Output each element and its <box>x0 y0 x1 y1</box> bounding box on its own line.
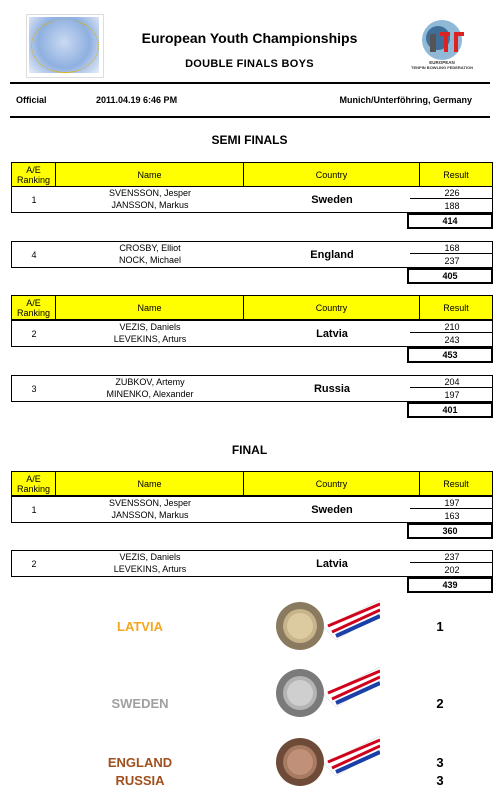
etbf-logo <box>404 14 480 72</box>
team-total: 405 <box>407 268 493 284</box>
score: 202 <box>444 565 460 575</box>
table-row <box>11 186 493 213</box>
team-total: 453 <box>407 347 493 363</box>
gold-country: LATVIA <box>117 619 163 634</box>
rank: 2 <box>31 328 37 339</box>
country: Sweden <box>311 193 353 206</box>
rank: 3 <box>31 383 37 394</box>
team-total: 401 <box>407 402 493 418</box>
bronze-country: RUSSIA <box>115 773 165 788</box>
country: Russia <box>313 382 351 395</box>
player-name: VEZIS, Daniels <box>119 552 181 562</box>
col-country: Country <box>244 296 420 319</box>
col-rank: A/E Ranking <box>12 296 56 319</box>
table-row <box>11 496 493 523</box>
svg-text:EUROPEAN: EUROPEAN <box>429 60 455 65</box>
team-total: 414 <box>407 213 493 229</box>
score: 237 <box>444 256 460 266</box>
table-row <box>11 375 493 402</box>
player-name: LEVEKINS, Arturs <box>113 564 187 574</box>
col-name: Name <box>56 163 244 186</box>
page-title: European Youth Championships <box>141 30 358 46</box>
silver-country: SWEDEN <box>111 696 169 711</box>
table-row <box>11 241 493 268</box>
col-country: Country <box>244 163 420 186</box>
score: 210 <box>444 322 460 332</box>
silver-place: 2 <box>436 696 444 711</box>
country: Latvia <box>316 327 348 340</box>
player-name: CROSBY, Elliot <box>119 243 181 253</box>
official-label: Official <box>16 95 47 105</box>
score: 163 <box>444 511 460 521</box>
final-title: FINAL <box>231 443 268 457</box>
rank: 1 <box>31 194 37 205</box>
rank: 4 <box>31 249 37 260</box>
country: Latvia <box>316 557 348 570</box>
col-result: Result <box>420 472 492 495</box>
table-row <box>11 550 493 577</box>
player-name: ZUBKOV, Artemy <box>115 377 185 387</box>
score: 226 <box>444 188 460 198</box>
score: 197 <box>444 390 460 400</box>
gold-place: 1 <box>436 619 444 634</box>
score: 204 <box>444 377 460 387</box>
score: 243 <box>444 335 460 345</box>
table-row <box>11 320 493 347</box>
header-rule <box>10 82 490 84</box>
player-name: VEZIS, Daniels <box>119 322 181 332</box>
svg-text:TENPIN BOWLING FEDERATION: TENPIN BOWLING FEDERATION <box>411 65 473 70</box>
team-total: 360 <box>407 523 493 539</box>
table-header <box>11 471 493 496</box>
silver-medal-icon <box>276 663 380 723</box>
score: 237 <box>444 552 460 562</box>
col-rank: A/E Ranking <box>12 163 56 186</box>
col-result: Result <box>420 163 492 186</box>
meta-rule <box>10 116 490 118</box>
bronze-place: 3 <box>436 755 444 770</box>
gold-medal-icon <box>276 596 380 656</box>
bronze-country: ENGLAND <box>107 755 173 770</box>
player-name: LEVEKINS, Arturs <box>113 334 187 344</box>
bronze-place: 3 <box>436 773 444 788</box>
table-header <box>11 295 493 320</box>
player-name: MINENKO, Alexander <box>106 389 194 399</box>
score: 197 <box>444 498 460 508</box>
col-rank: A/E Ranking <box>12 472 56 495</box>
datetime: 2011.04.19 6:46 PM <box>96 95 178 105</box>
country: Sweden <box>311 503 353 516</box>
col-name: Name <box>56 296 244 319</box>
location: Munich/Unterföhring, Germany <box>339 95 472 105</box>
rank: 1 <box>31 504 37 515</box>
player-name: SVENSSON, Jesper <box>108 188 192 198</box>
bronze-medal-icon <box>276 732 380 792</box>
score: 168 <box>444 243 460 253</box>
col-country: Country <box>244 472 420 495</box>
player-name: JANSSON, Markus <box>111 200 189 210</box>
col-result: Result <box>420 296 492 319</box>
team-total: 439 <box>407 577 493 593</box>
rank: 2 <box>31 558 37 569</box>
player-name: JANSSON, Markus <box>111 510 189 520</box>
semi-finals-title: SEMI FINALS <box>211 133 288 147</box>
page-subtitle: DOUBLE FINALS BOYS <box>185 58 314 70</box>
col-name: Name <box>56 472 244 495</box>
player-name: SVENSSON, Jesper <box>108 498 192 508</box>
player-name: NOCK, Michael <box>118 255 181 265</box>
country: England <box>310 248 354 261</box>
table-header <box>11 162 493 187</box>
score: 188 <box>444 201 460 211</box>
